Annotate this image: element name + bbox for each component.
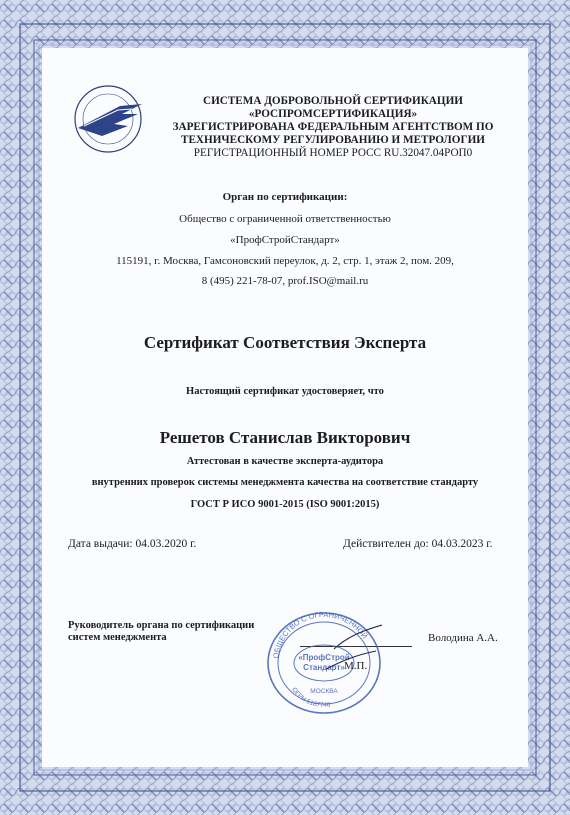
holder-name: Решетов Станислав Викторович xyxy=(159,428,411,447)
header-line-1: СИСТЕМА ДОБРОВОЛЬНОЙ СЕРТИФИКАЦИИ xyxy=(202,95,463,107)
signatory-role-1: Руководитель органа по сертификации xyxy=(68,620,255,631)
issue-date: Дата выдачи: 04.03.2020 г. xyxy=(68,538,197,550)
certificate-title: Сертификат Соответствия Эксперта xyxy=(143,333,427,352)
signatory-name: Володина А.А. xyxy=(428,632,498,644)
organ-line-2: «ПрофСтройСтандарт» xyxy=(230,234,340,246)
certificate-intro: Настоящий сертификат удостоверяет, что xyxy=(186,386,384,397)
attestation-line-1: Аттестован в качестве эксперта-аудитора xyxy=(186,456,384,467)
svg-text:«ПрофСтрой: «ПрофСтрой xyxy=(298,653,350,662)
header-line-2: «РОСПРОМСЕРТИФИКАЦИЯ» xyxy=(248,108,418,120)
signatory-role-2: систем менеджмента xyxy=(68,632,167,643)
organ-heading: Орган по сертификации: xyxy=(222,191,348,203)
organ-line-1: Общество с ограниченной ответственностью xyxy=(179,213,391,225)
svg-text:ОГРН 5187746: ОГРН 5187746 xyxy=(290,686,331,710)
organ-address: 115191, г. Москва, Гамсоновский переулок, д. 2, стр. 1, этаж 2, пом. 209, xyxy=(116,255,454,267)
svg-text:Стандарт»: Стандарт» xyxy=(303,663,345,672)
header-line-3: ЗАРЕГИСТРИРОВАНА ФЕДЕРАЛЬНЫМ АГЕНТСТВОМ ПО xyxy=(172,121,494,133)
svg-text:МОСКВА: МОСКВА xyxy=(310,688,338,695)
valid-until-date: Действителен до: 04.03.2023 г. xyxy=(343,538,493,550)
header-line-4: ТЕХНИЧЕСКОМУ РЕГУЛИРОВАНИЮ И МЕТРОЛОГИИ xyxy=(180,134,485,146)
organ-contacts: 8 (495) 221-78-07, prof.ISO@mail.ru xyxy=(201,275,369,287)
svg-text:ОБЩЕСТВО С ОГРАНИЧЕННОЙ: ОБЩЕСТВО С ОГРАНИЧЕННОЙ xyxy=(271,609,370,660)
attestation-line-2: внутренних проверок системы менеджмента качества на соответствие стандарту xyxy=(91,477,479,488)
standard-line: ГОСТ Р ИСО 9001-2015 (ISO 9001:2015) xyxy=(190,499,380,510)
mp-mark: М.П. xyxy=(344,660,368,672)
registration-number: РЕГИСТРАЦИОННЫЙ НОМЕР РОСС RU.32047.04РОП0 xyxy=(193,147,473,159)
